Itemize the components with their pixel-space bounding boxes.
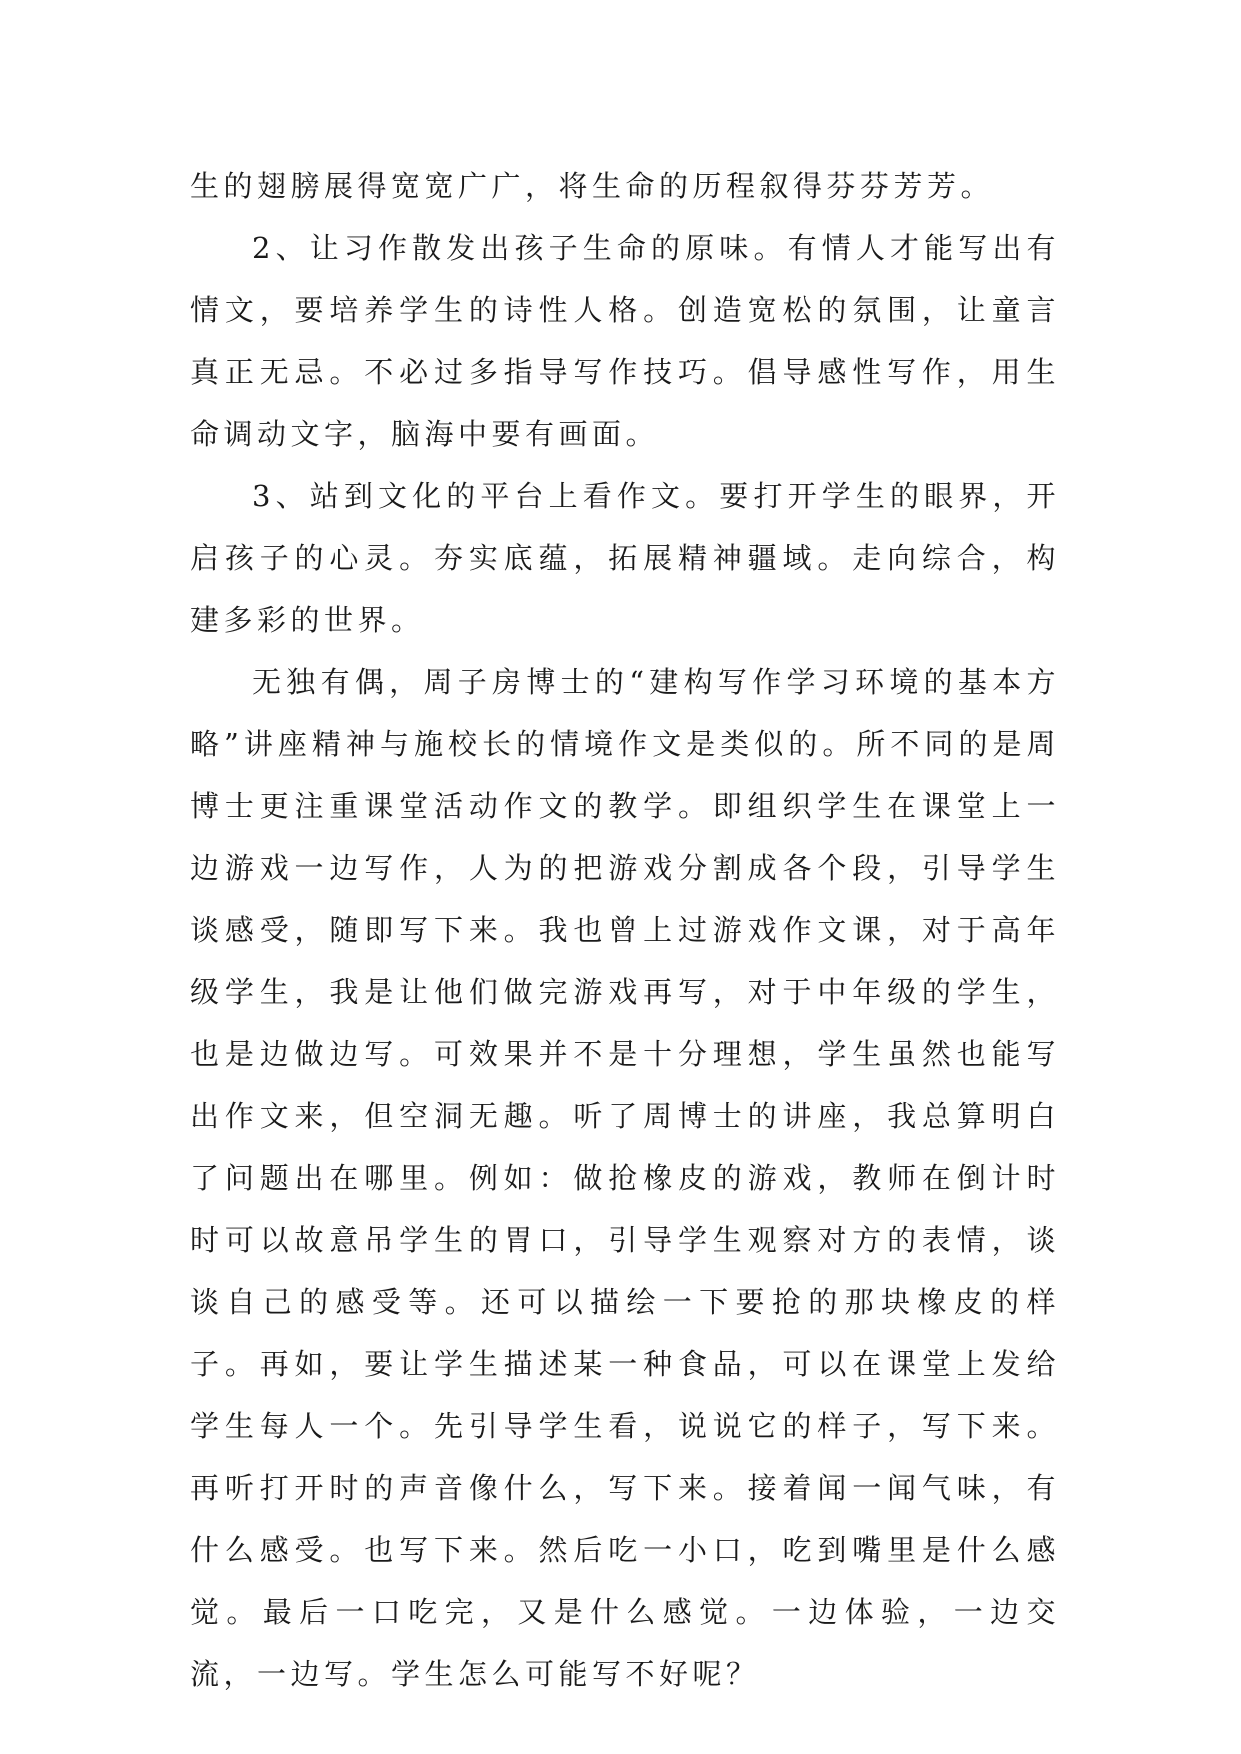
paragraph-point-3: 3、站到文化的平台上看作文。要打开学生的眼界，开启孩子的心灵。夯实底蕴，拓展精神疆域。走向综合，构建多彩的世界。	[190, 479, 1060, 637]
paragraph-point-2: 2、让习作散发出孩子生命的原味。有情人才能写出有情文，要培养学生的诗性人格。创造宽松的氛围，让童言真正无忌。不必过多指导写作技巧。倡导感性写作，用生命调动文字，脑海中要有画面。	[190, 231, 1060, 451]
document-body	[190, 155, 1060, 1705]
paragraph-lecture-reflection: 无独有偶，周子房博士的“建构写作学习环境的基本方略”讲座精神与施校长的情境作文是类似的。所不同的是周博士更注重课堂活动作文的教学。即组织学生在课堂上一边游戏一边写作，人为的把游戏分割成各个段，引导学生谈感受，随即写下来。我也曾上过游戏作文课，对于高年级学生，我是让他们做完游戏再写，对于中年级的学生，也是边做边写。可效果并不是十分理想，学生虽然也能写出作文来，但空洞无趣。听了周博士的讲座，我总算明白了问题出在哪里。例如：做抢橡皮的游戏，教师在倒计时时可以故意吊学生的胃口，引导学生观察对方的表情，谈谈自己的感受等。还可以描绘一下要抢的那块橡皮的样子。再如，要让学生描述某一种食品，可以在课堂上发给学生每人一个。先引导学生看，说说它的样子，写下来。再听打开时的声音像什么，写下来。接着闻一闻气味，有什么感受。也写下来。然后吃一小口，吃到嘴里是什么感觉。最后一口吃完，又是什么感觉。一边体验，一边交流，一边写。学生怎么可能写不好呢？	[190, 665, 1060, 1691]
paragraph-continuation: 生的翅膀展得宽宽广广，将生命的历程叙得芬芬芳芳。	[190, 169, 995, 203]
